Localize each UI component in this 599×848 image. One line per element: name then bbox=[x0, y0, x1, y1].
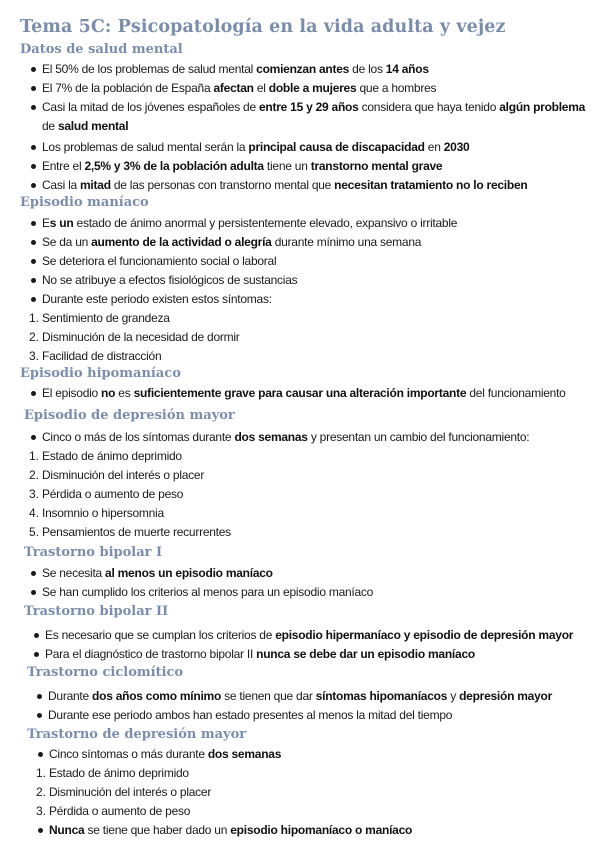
bullet-icon bbox=[31, 67, 36, 72]
list-item: El 7% de la población de España afectan el doble a mujeres que a hombres bbox=[42, 81, 437, 95]
list-item: Casi la mitad de las personas con transtorno mental que necesitan tratamiento no lo reciben bbox=[42, 178, 528, 192]
list-item: Durante ese periodo ambos han estado presentes al menos la mitad del tiempo bbox=[48, 708, 453, 722]
list-number: 5. bbox=[29, 525, 40, 539]
list-item: Durante este periodo existen estos síntomas: bbox=[42, 292, 272, 306]
bullet-icon bbox=[34, 652, 39, 657]
bullet-icon bbox=[31, 590, 36, 595]
bullet-icon bbox=[37, 713, 42, 718]
list-number: 2. bbox=[29, 468, 40, 482]
list-item: El episodio no es suficientemente grave para causar una alteración importante del funcionamiento bbox=[42, 386, 566, 400]
bullet-icon bbox=[37, 694, 42, 699]
bullet-icon bbox=[31, 183, 36, 188]
bullet-icon bbox=[31, 145, 36, 150]
bullet-icon bbox=[31, 571, 36, 576]
list-item: Casi la mitad de los jóvenes españoles de entre 15 y 29 años considera que haya tenido algún problema bbox=[42, 100, 586, 114]
bullet-icon bbox=[38, 752, 43, 757]
bullet-icon bbox=[31, 221, 36, 226]
list-item: Entre el 2,5% y 3% de la población adulta tiene un transtorno mental grave bbox=[42, 159, 443, 173]
numbered-item: Pérdida o aumento de peso bbox=[49, 804, 191, 818]
heading-episodio-depresion-mayor: Episodio de depresión mayor bbox=[24, 408, 235, 423]
numbered-item: Facilidad de distracción bbox=[42, 349, 162, 363]
numbered-item: Pérdida o aumento de peso bbox=[42, 487, 184, 501]
list-item: Es un estado de ánimo anormal y persistentemente elevado, expansivo o irritable bbox=[42, 216, 458, 230]
page-title: Tema 5C: Psicopatología en la vida adulta y vejez bbox=[20, 17, 506, 37]
list-item-continuation: de salud mental bbox=[42, 119, 129, 133]
list-item: El 50% de los problemas de salud mental comienzan antes de los 14 años bbox=[42, 62, 429, 76]
numbered-item: Insomnio o hipersomnia bbox=[42, 506, 164, 520]
bullet-icon bbox=[31, 278, 36, 283]
heading-trastorno-ciclomitico: Trastorno ciclomítico bbox=[27, 665, 184, 680]
list-item: Se da un aumento de la actividad o alegría durante mínimo una semana bbox=[42, 235, 422, 249]
bullet-icon bbox=[38, 828, 43, 833]
heading-episodio-maniaco: Episodio maníaco bbox=[20, 195, 149, 210]
numbered-item: Disminución del interés o placer bbox=[49, 785, 212, 799]
list-item: Es necesario que se cumplan los criterios de episodio hipermaníaco y episodio de depresión mayor bbox=[45, 628, 574, 642]
numbered-item: Sentimiento de grandeza bbox=[42, 311, 170, 325]
list-number: 3. bbox=[29, 349, 40, 363]
list-item: Se deteriora el funcionamiento social o laboral bbox=[42, 254, 277, 268]
bullet-icon bbox=[31, 297, 36, 302]
numbered-item: Disminución del interés o placer bbox=[42, 468, 205, 482]
list-number: 1. bbox=[29, 449, 40, 463]
bullet-icon bbox=[31, 240, 36, 245]
heading-datos-salud-mental: Datos de salud mental bbox=[20, 42, 183, 57]
bullet-icon bbox=[31, 435, 36, 440]
list-item: Los problemas de salud mental serán la principal causa de discapacidad en 2030 bbox=[42, 140, 470, 154]
list-item: Cinco o más de los síntomas durante dos semanas y presentan un cambio del funcionamiento: bbox=[42, 430, 530, 444]
list-item: Durante dos años como mínimo se tienen que dar síntomas hipomaníacos y depresión mayor bbox=[48, 689, 553, 703]
list-item: Cinco síntomas o más durante dos semanas bbox=[49, 747, 282, 761]
list-number: 3. bbox=[36, 804, 47, 818]
list-number: 4. bbox=[29, 506, 40, 520]
bullet-icon bbox=[34, 633, 39, 638]
numbered-item: Estado de ánimo deprimido bbox=[42, 449, 182, 463]
bullet-icon bbox=[31, 86, 36, 91]
list-number: 1. bbox=[29, 311, 40, 325]
bullet-icon bbox=[31, 105, 36, 110]
numbered-item: Pensamientos de muerte recurrentes bbox=[42, 525, 231, 539]
numbered-item: Estado de ánimo deprimido bbox=[49, 766, 189, 780]
heading-trastorno-depresion-mayor: Trastorno de depresión mayor bbox=[27, 727, 247, 742]
list-item: Se necesita al menos un episodio maníaco bbox=[42, 566, 273, 580]
heading-trastorno-bipolar-ii: Trastorno bipolar II bbox=[24, 604, 169, 619]
list-item: Para el diagnóstico de trastorno bipolar II nunca se debe dar un episodio maníaco bbox=[45, 647, 475, 661]
heading-episodio-hipomaniaco: Episodio hipomaníaco bbox=[20, 366, 181, 381]
bullet-icon bbox=[31, 164, 36, 169]
list-item: Nunca se tiene que haber dado un episodio hipomaníaco o maníaco bbox=[49, 823, 413, 837]
list-number: 2. bbox=[29, 330, 40, 344]
bullet-icon bbox=[31, 259, 36, 264]
list-item: No se atribuye a efectos fisiológicos de sustancias bbox=[42, 273, 298, 287]
numbered-item: Disminución de la necesidad de dormir bbox=[42, 330, 240, 344]
list-number: 1. bbox=[36, 766, 47, 780]
list-number: 2. bbox=[36, 785, 47, 799]
bullet-icon bbox=[31, 391, 36, 396]
list-item: Se han cumplido los criterios al menos para un episodio maníaco bbox=[42, 585, 374, 599]
heading-trastorno-bipolar-i: Trastorno bipolar I bbox=[24, 545, 163, 560]
list-number: 3. bbox=[29, 487, 40, 501]
